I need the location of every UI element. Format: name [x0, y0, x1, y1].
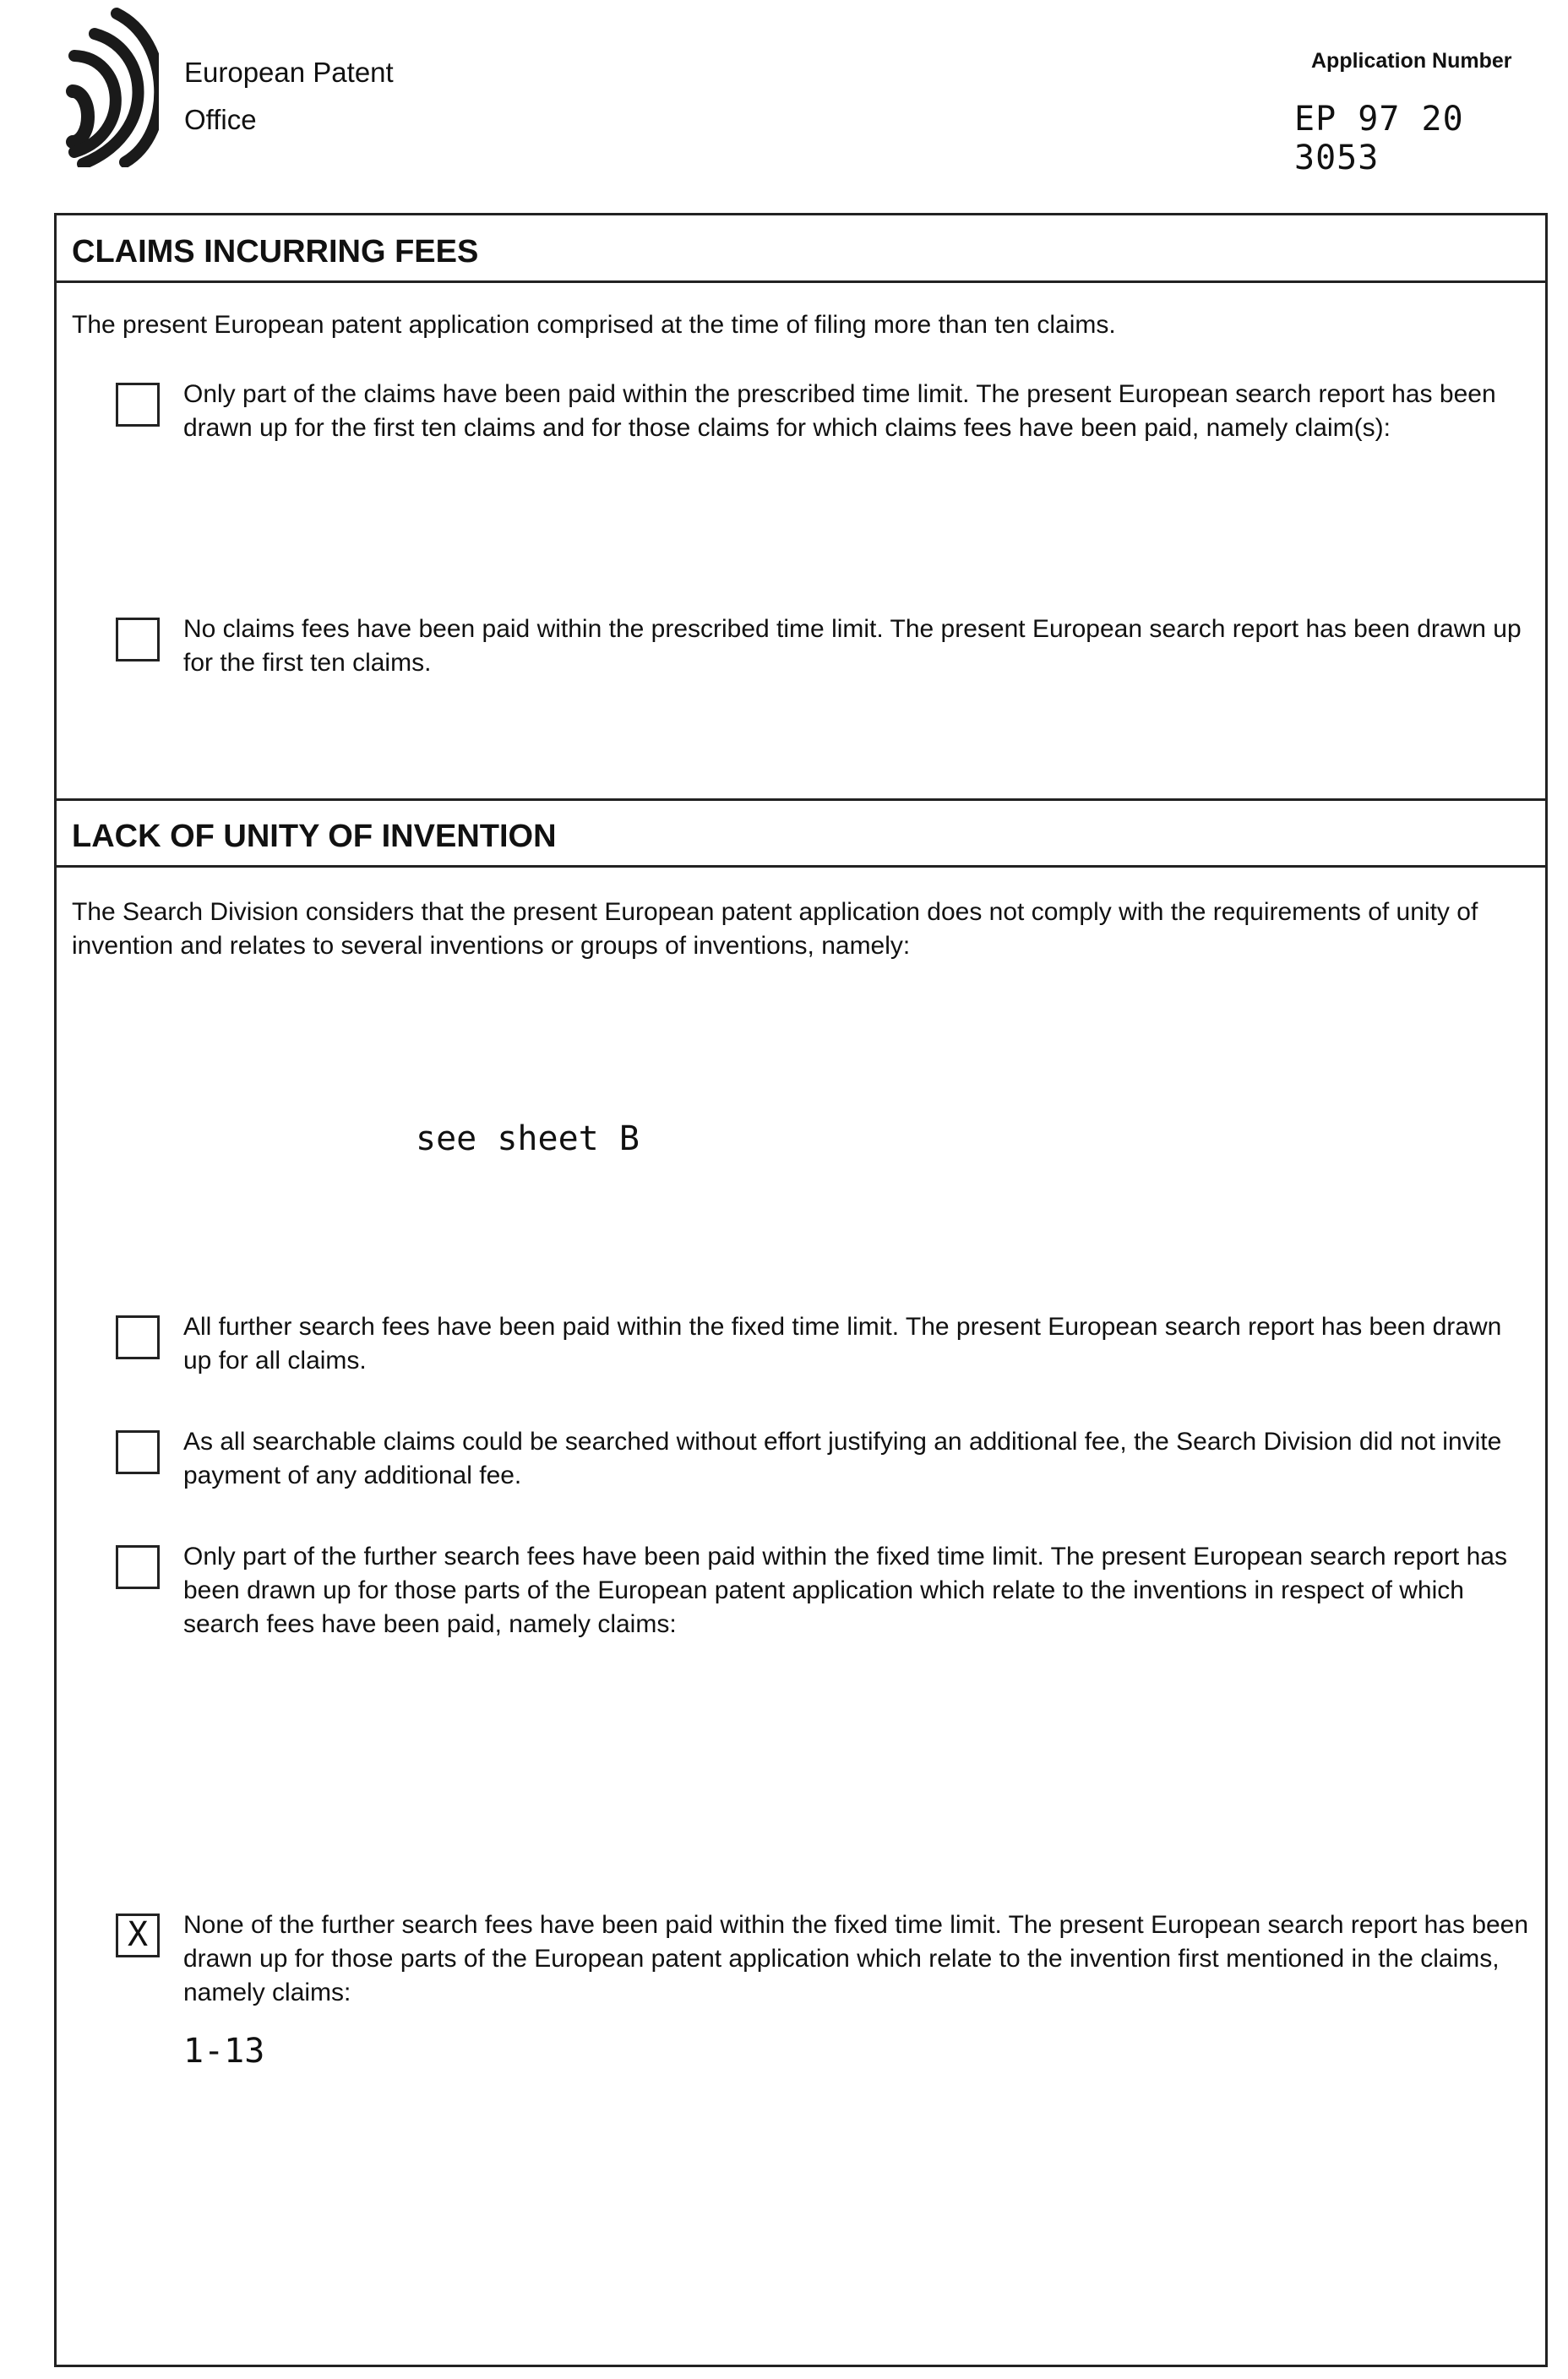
checkbox-partial-fees-paid[interactable]	[116, 1545, 160, 1589]
option-text: Only part of the claims have been paid within the prescribed time limit. The present European search report has been drawn up for the first ten claims and for those claims for which claims fees have been paid, namely claim(s):	[183, 378, 1535, 445]
application-number-label: Application Number	[1311, 49, 1512, 73]
claims-fees-header	[57, 215, 1545, 283]
office-name-line1: European Patent	[184, 49, 394, 96]
unity-header	[57, 800, 1545, 868]
checkbox-no-fees-paid[interactable]: X	[116, 1914, 160, 1957]
option-text: As all searchable claims could be searched without effort justifying an additional fee, the Search Division did not invite payment of any additional fee.	[183, 1425, 1535, 1493]
application-number: EP 97 20 3053	[1294, 100, 1568, 177]
unity-intro: The Search Division considers that the present European patent application does not comply with the requirements of unity of invention and relates to several inventions or groups of inventions, namely:	[72, 896, 1508, 963]
checkbox-all-fees-paid[interactable]	[116, 1315, 160, 1359]
unity-title: LACK OF UNITY OF INVENTION	[72, 819, 557, 855]
epo-logo-icon	[24, 7, 159, 167]
option-text: All further search fees have been paid within the fixed time limit. The present European search report has been drawn up for all claims.	[183, 1310, 1535, 1378]
option-text: None of the further search fees have been paid within the fixed time limit. The present European search report has been drawn up for those parts of the European patent application which relate to the invention first mentioned in the claims, namely claims:	[183, 1908, 1535, 2010]
see-sheet-note: see sheet B	[416, 1119, 640, 1158]
claims-searched: 1-13	[183, 2032, 264, 2071]
form-frame	[54, 213, 1548, 2367]
option-text: Only part of the further search fees have been paid within the fixed time limit. The present European search report has been drawn up for those parts of the European patent application which relate to the inventions in respect of which search fees have been paid, namely claims:	[183, 1540, 1535, 1641]
office-name	[184, 49, 394, 144]
option-text: No claims fees have been paid within the prescribed time limit. The present European search report has been drawn up for the first ten claims.	[183, 612, 1535, 680]
claims-fees-intro: The present European patent application comprised at the time of filing more than ten claims.	[72, 308, 1508, 342]
checkbox-no-invitation[interactable]	[116, 1430, 160, 1474]
office-name-line2: Office	[184, 96, 394, 144]
checkbox-claims-partial[interactable]	[116, 383, 160, 427]
checkbox-claims-none[interactable]	[116, 618, 160, 661]
claims-fees-title: CLAIMS INCURRING FEES	[72, 234, 478, 270]
